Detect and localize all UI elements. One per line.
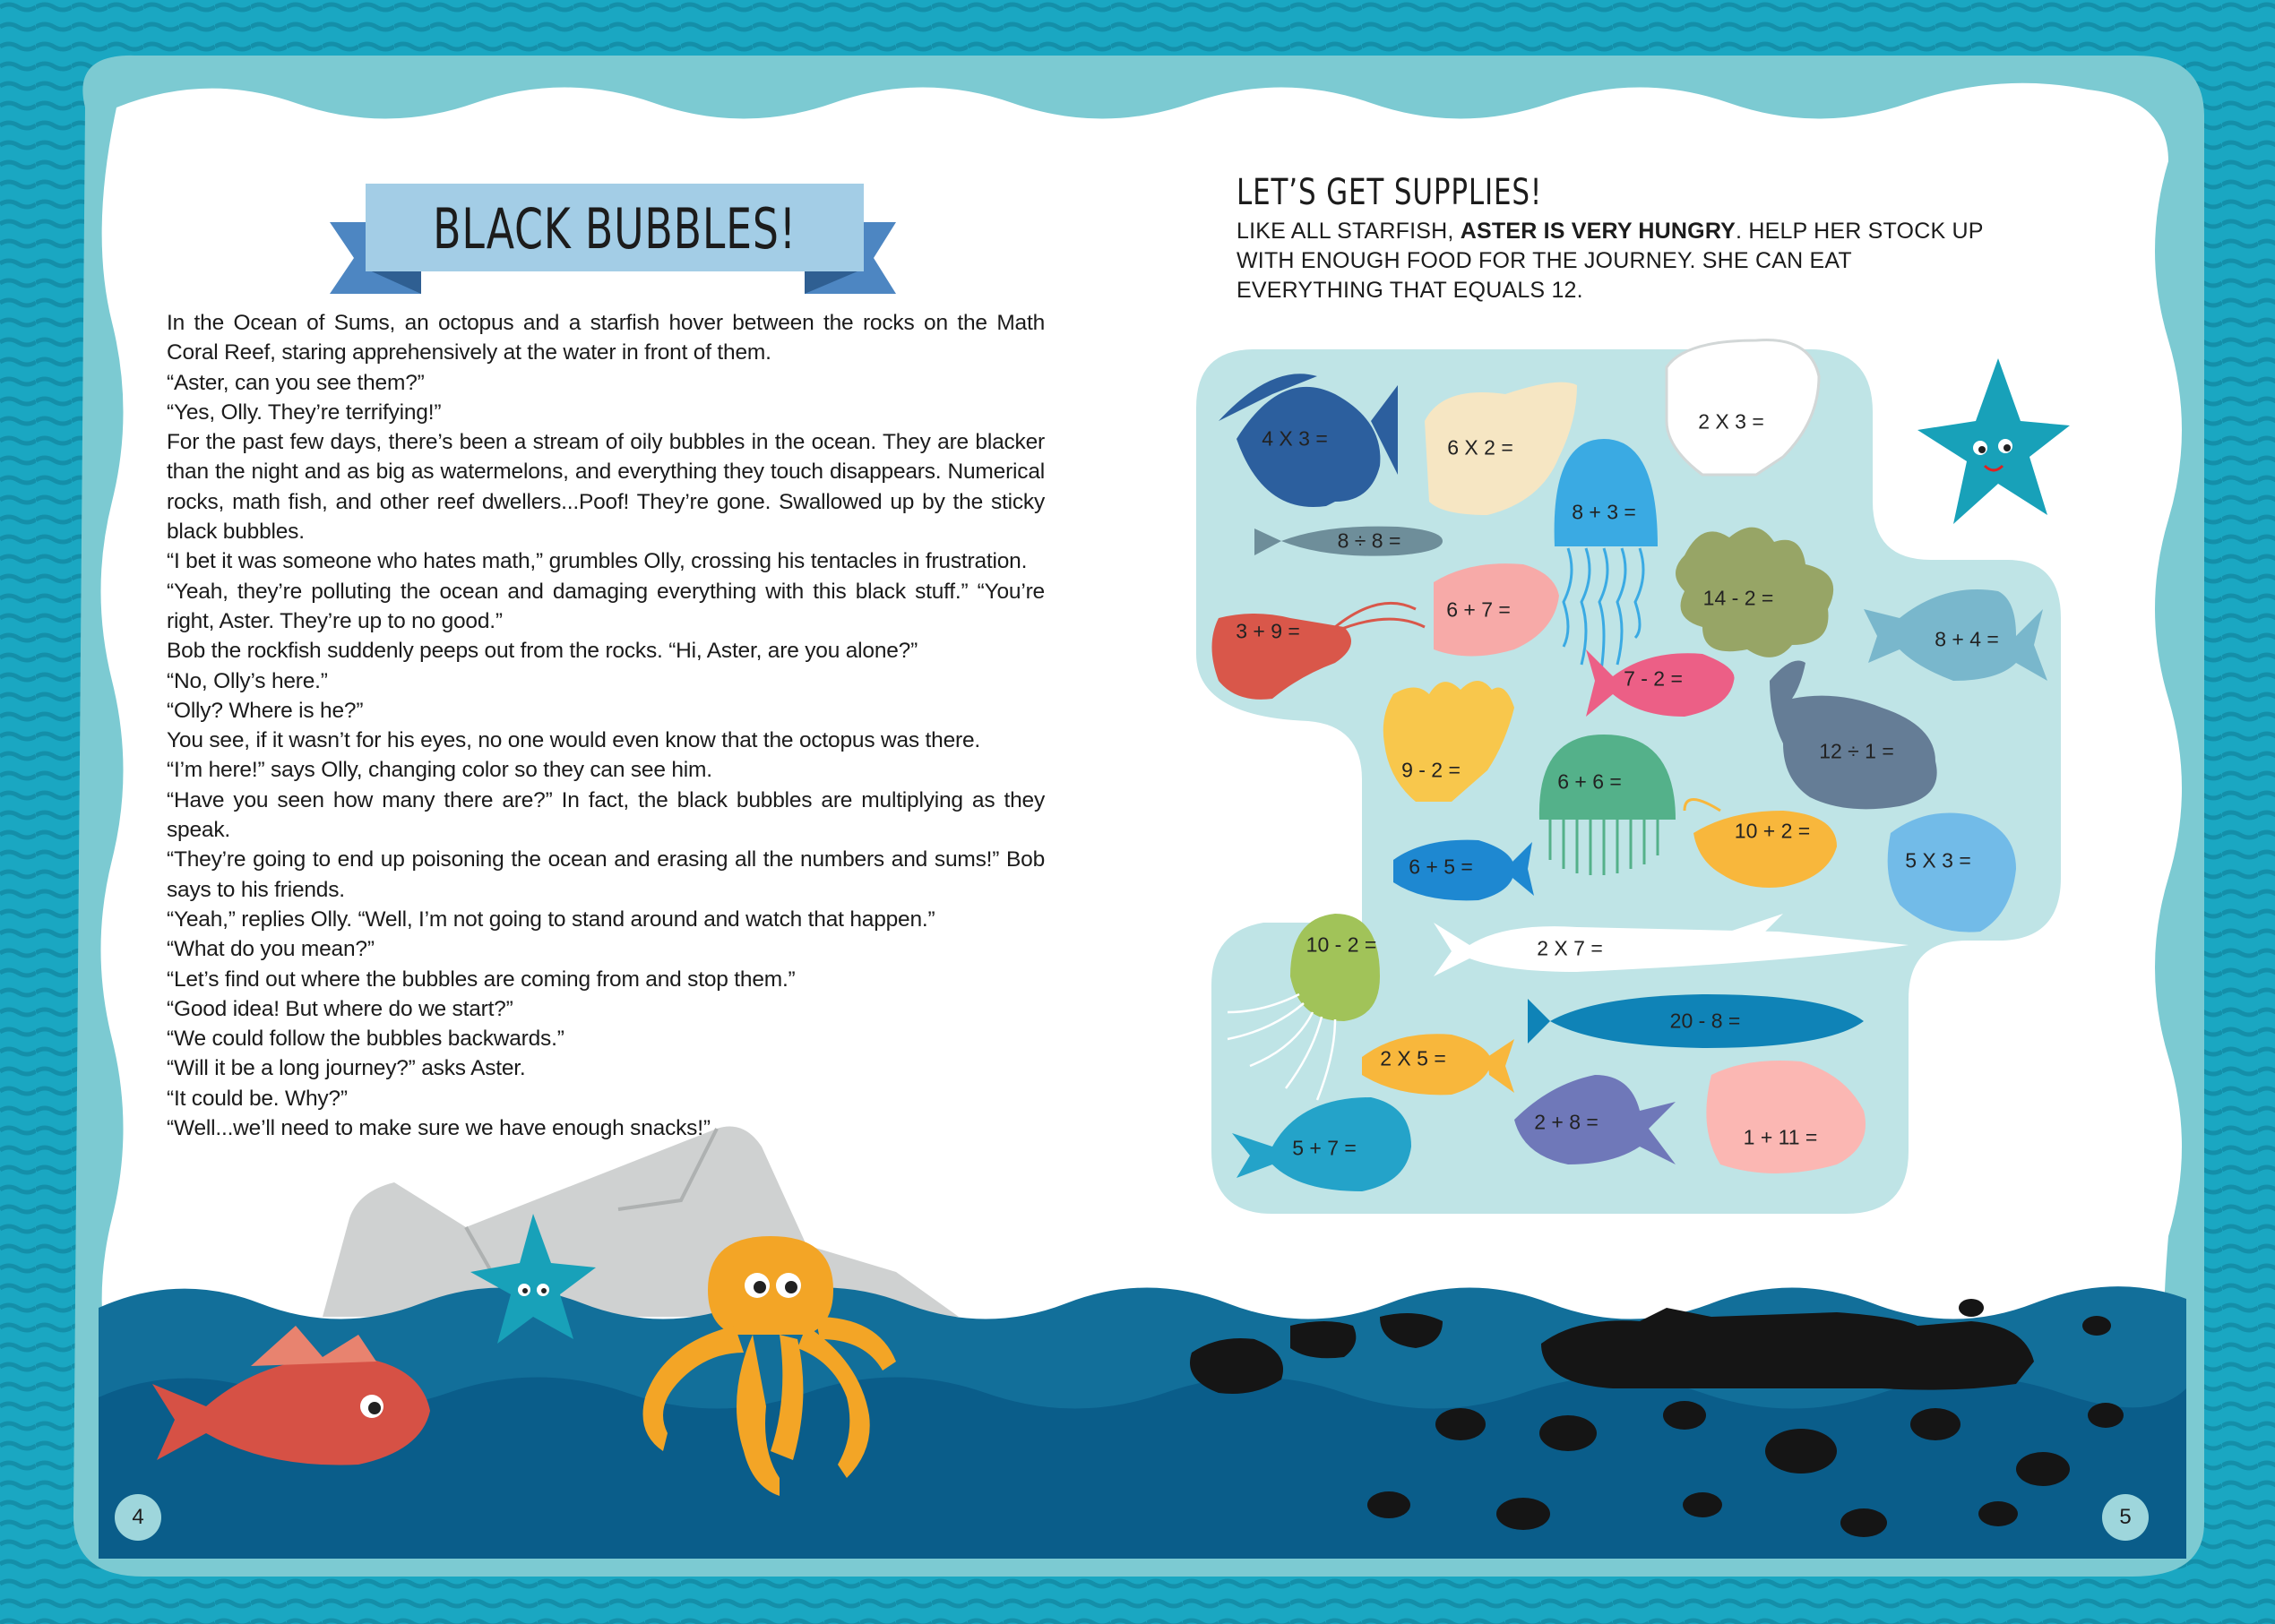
story-paragraph: “Will it be a long journey?” asks Aster. (167, 1056, 526, 1081)
equation-label[interactable]: 10 - 2 = (1306, 932, 1377, 957)
equation-label[interactable]: 6 + 6 = (1557, 769, 1622, 794)
story-paragraph: “Good idea! But where do we start?” (167, 996, 513, 1021)
equation-label[interactable]: 8 + 4 = (1935, 627, 1999, 651)
activity-instructions (1237, 217, 1989, 305)
story-paragraph: “It could be. Why?” (167, 1086, 348, 1111)
equation-label[interactable]: 20 - 8 = (1669, 1009, 1741, 1033)
equation-label[interactable]: 2 X 7 = (1537, 936, 1603, 960)
instruction-text: LIKE ALL STARFISH, (1237, 219, 1461, 244)
story-paragraph: For the past few days, there’s been a stream of oily bubbles in the ocean. They are blacker than the night and as big as watermelons, and everything they touch disappears. Numerical rocks, math fish, and other reef dwellers...Poof! They’re gone. Swallowed up by the sticky black bubbles. (167, 430, 1045, 545)
page-number-left: 4 (115, 1494, 161, 1541)
story-paragraph: “I’m here!” says Olly, changing color so they can see him. (167, 758, 712, 783)
equation-label[interactable]: 6 + 7 = (1446, 597, 1511, 622)
story-paragraph: “Yes, Olly. They’re terrifying!” (167, 400, 442, 425)
instruction-emphasis: ASTER IS VERY HUNGRY (1460, 219, 1736, 244)
equation-label[interactable]: 1 + 11 = (1743, 1125, 1818, 1149)
story-text (167, 308, 1045, 1143)
equation-label[interactable]: 2 X 5 = (1380, 1046, 1446, 1070)
equation-label[interactable]: 12 ÷ 1 = (1819, 739, 1894, 763)
story-paragraph: In the Ocean of Sums, an octopus and a starfish hover between the rocks on the Math Coral Reef, staring apprehensively at the water in front of them. (167, 311, 1045, 365)
activity-heading: LET’S GET SUPPLIES! (1237, 172, 1543, 213)
equation-label[interactable]: 5 + 7 = (1292, 1136, 1357, 1160)
story-paragraph: “No, Olly’s here.” (167, 668, 328, 693)
story-paragraph: Bob the rockfish suddenly peeps out from the rocks. “Hi, Aster, are you alone?” (167, 639, 918, 664)
equation-label[interactable]: 6 X 2 = (1447, 435, 1513, 460)
story-paragraph: “What do you mean?” (167, 937, 375, 962)
equation-label[interactable]: 6 + 5 = (1409, 855, 1473, 879)
equation-label[interactable]: 7 - 2 = (1624, 666, 1683, 691)
equation-label[interactable]: 8 + 3 = (1572, 500, 1636, 524)
story-paragraph: “Yeah, they’re polluting the ocean and damaging everything with this black stuff.” “You’re right, Aster. They’re up to no good.” (167, 579, 1045, 633)
equation-label[interactable]: 2 + 8 = (1534, 1110, 1599, 1134)
equation-label[interactable]: 2 X 3 = (1698, 409, 1764, 434)
equation-label[interactable]: 3 + 9 = (1236, 619, 1300, 643)
story-paragraph: “Let’s find out where the bubbles are coming from and stop them.” (167, 967, 796, 992)
story-paragraph: “Yeah,” replies Olly. “Well, I’m not going to stand around and watch that happen.” (167, 907, 935, 932)
page-number-right: 5 (2102, 1494, 2149, 1541)
equation-label[interactable]: 14 - 2 = (1702, 586, 1774, 610)
instruction-text: . HELP HER STOCK UP WITH ENOUGH FOOD FOR THE JOURNEY. SHE CAN EAT EVERYTHING THAT EQUALS 12. (1237, 219, 1984, 303)
story-paragraph: “Aster, can you see them?” (167, 370, 425, 395)
story-paragraph: “We could follow the bubbles backwards.” (167, 1027, 564, 1052)
equation-label[interactable]: 5 X 3 = (1905, 848, 1971, 872)
equation-label[interactable]: 4 X 3 = (1262, 426, 1328, 451)
story-paragraph: “Well...we’ll need to make sure we have enough snacks!” (167, 1116, 711, 1141)
equation-label[interactable]: 9 - 2 = (1401, 758, 1461, 782)
story-paragraph: “Have you seen how many there are?” In fact, the black bubbles are multiplying as they speak. (167, 787, 1045, 843)
page-title: BLACK BUBBLES! (433, 195, 797, 262)
equation-label[interactable]: 10 + 2 = (1734, 819, 1811, 843)
story-paragraph: You see, if it wasn’t for his eyes, no one would even know that the octopus was there. (167, 728, 980, 753)
equation-label[interactable]: 8 ÷ 8 = (1337, 528, 1401, 553)
story-paragraph: “I bet it was someone who hates math,” grumbles Olly, crossing his tentacles in frustration. (167, 549, 1028, 574)
story-paragraph: “They’re going to end up poisoning the ocean and erasing all the numbers and sums!” Bob says to his friends. (167, 847, 1045, 902)
story-paragraph: “Olly? Where is he?” (167, 698, 364, 723)
